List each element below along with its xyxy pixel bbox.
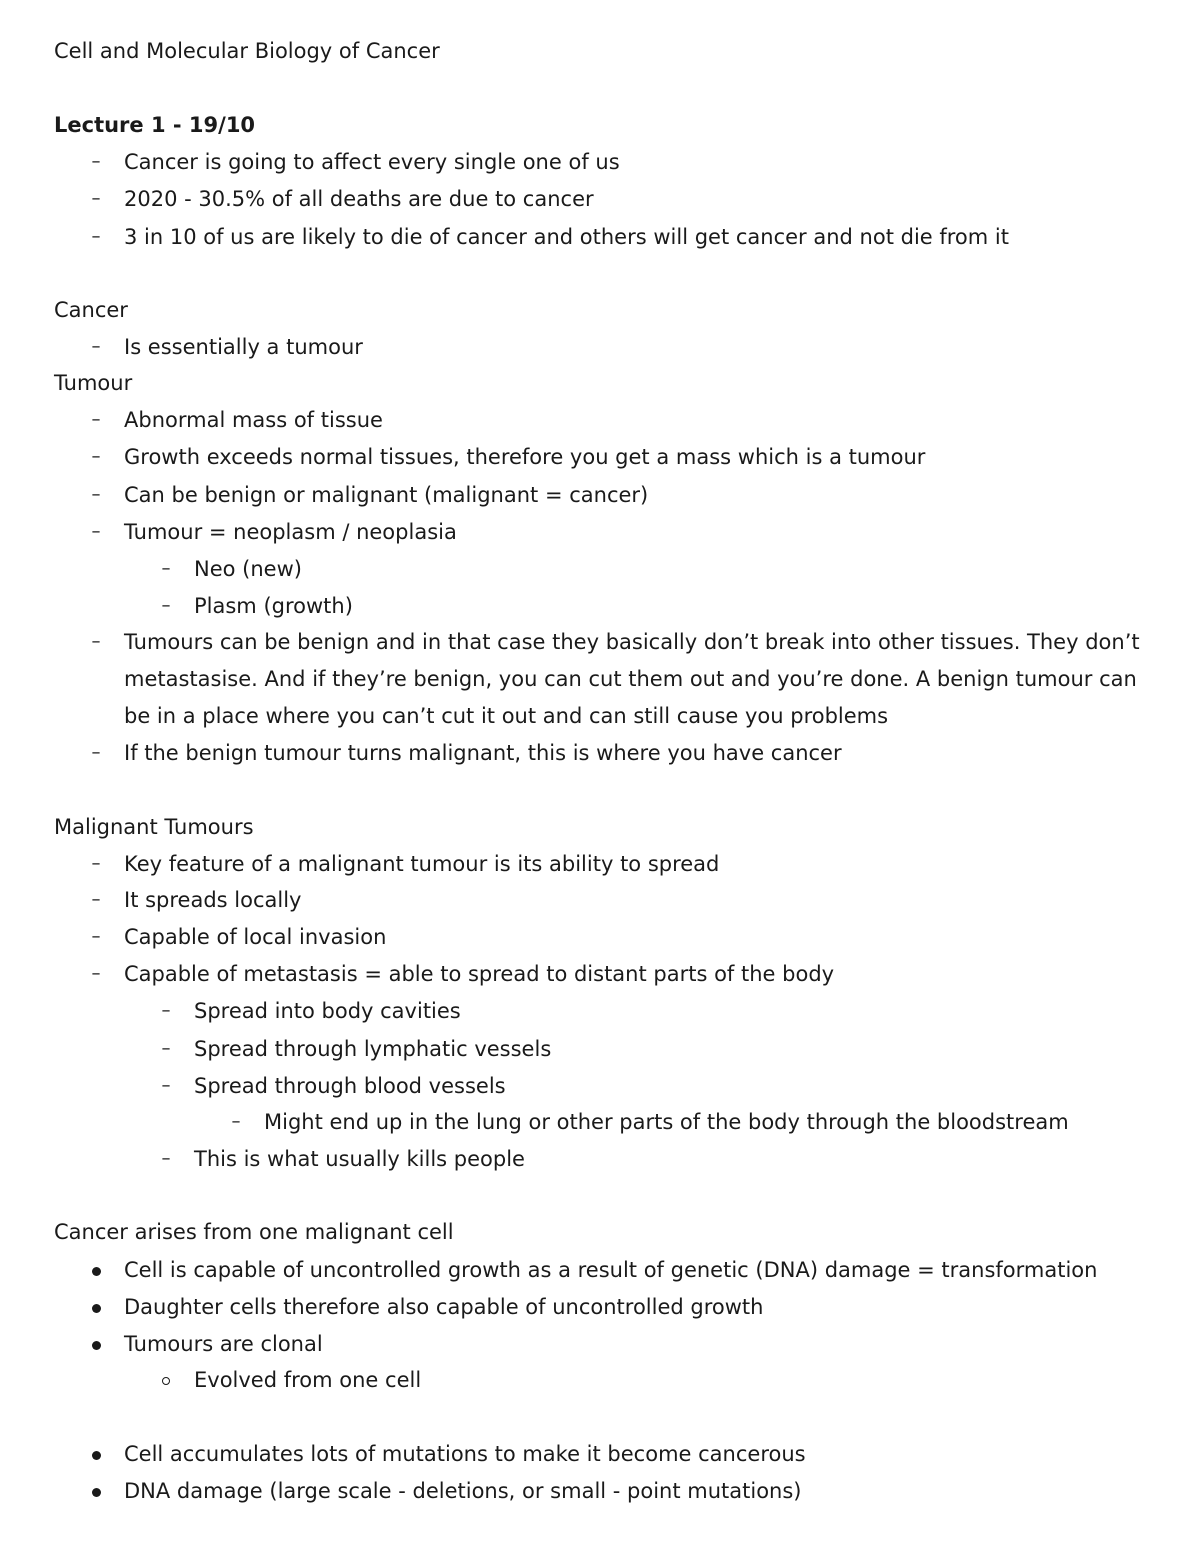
dash-bullet: –	[161, 558, 171, 579]
dash-bullet: –	[91, 631, 101, 652]
bullet-dot	[86, 1478, 106, 1504]
dash-bullet: –	[91, 188, 101, 209]
section-heading-arises: Cancer arises from one malignant cell	[54, 1220, 454, 1244]
dash-bullet: –	[231, 1111, 241, 1132]
bullet-dot	[86, 1294, 106, 1320]
bullet-dot	[86, 1331, 106, 1357]
dash-bullet: –	[91, 889, 101, 910]
document-page: Cell and Molecular Biology of Cancer Lecture 1 - 19/10 – Cancer is going to affect every single one of us – 2020 - 30.5% of all deaths are due to cancer – 3 in 10 of us are likely to die of cancer and others will get cancer and not die from it Cancer – Is essentially a tumour Tumour – Abnormal mass of tissue – Growth exceeds normal tissues, therefore you get a mass which is a tumour – Can be benign or malignant (malignant = cancer) – Tumour = neoplasm / neoplasia – Neo (new) – Plasm (growth) – Tumours can be benign and in that case they basically don’t break into other tissues. They don’t metastasise. And if they’re benign, you can cut them out and you’re done. A benign tumour can be in a place where you can’t cut it out and can still cause you problems – If the benign tumour turns malignant, this is where you have cancer Malignant Tumours – Key feature of a malignant tumour is its ability to spread – It spreads locally – Capable of local invasion – Capable of metastasis = able to spread to distant parts of the body – Spread into body cavities – Spread through lymphatic vessels – Spread through blood vessels – Might end up in the lung or other parts of the body through the bloodstream – This is what usually kills people Cancer arises from one malignant cell Cell is capable of uncontrolled growth as a result of genetic (DNA) damage = transformation Daughter cells therefore also capable of uncontrolled growth Tumours are clonal Evolved from one cell Cell accumulates lots of mutations to make it become cancerous DNA damage (large scale - deletions, or small - point mutations)	[54, 39, 1140, 1503]
dash-bullet: –	[91, 151, 101, 172]
dash-bullet: –	[91, 336, 101, 357]
dash-bullet: –	[91, 963, 101, 984]
dash-bullet: –	[91, 521, 101, 542]
dash-bullet: –	[91, 926, 101, 947]
dash-bullet: –	[91, 484, 101, 505]
bullet-dot	[86, 1257, 106, 1283]
dash-bullet: –	[91, 742, 101, 763]
section-heading-cancer: Cancer	[54, 298, 128, 322]
dash-bullet: –	[91, 853, 101, 874]
bullet-circle	[156, 1367, 176, 1393]
dash-bullet: –	[161, 1148, 171, 1169]
dash-bullet: –	[91, 226, 101, 247]
dash-bullet: –	[161, 1075, 171, 1096]
section-heading-malignant: Malignant Tumours	[54, 815, 254, 839]
section-heading-tumour: Tumour	[54, 371, 133, 395]
lecture-heading: Lecture 1 - 19/10	[54, 113, 256, 137]
dash-bullet: –	[161, 1038, 171, 1059]
dash-bullet: –	[91, 409, 101, 430]
dash-bullet: –	[161, 1000, 171, 1021]
bullet-dot	[86, 1441, 106, 1467]
dash-bullet: –	[91, 446, 101, 467]
document-title: Cell and Molecular Biology of Cancer	[54, 39, 440, 63]
dash-bullet: –	[161, 595, 171, 616]
